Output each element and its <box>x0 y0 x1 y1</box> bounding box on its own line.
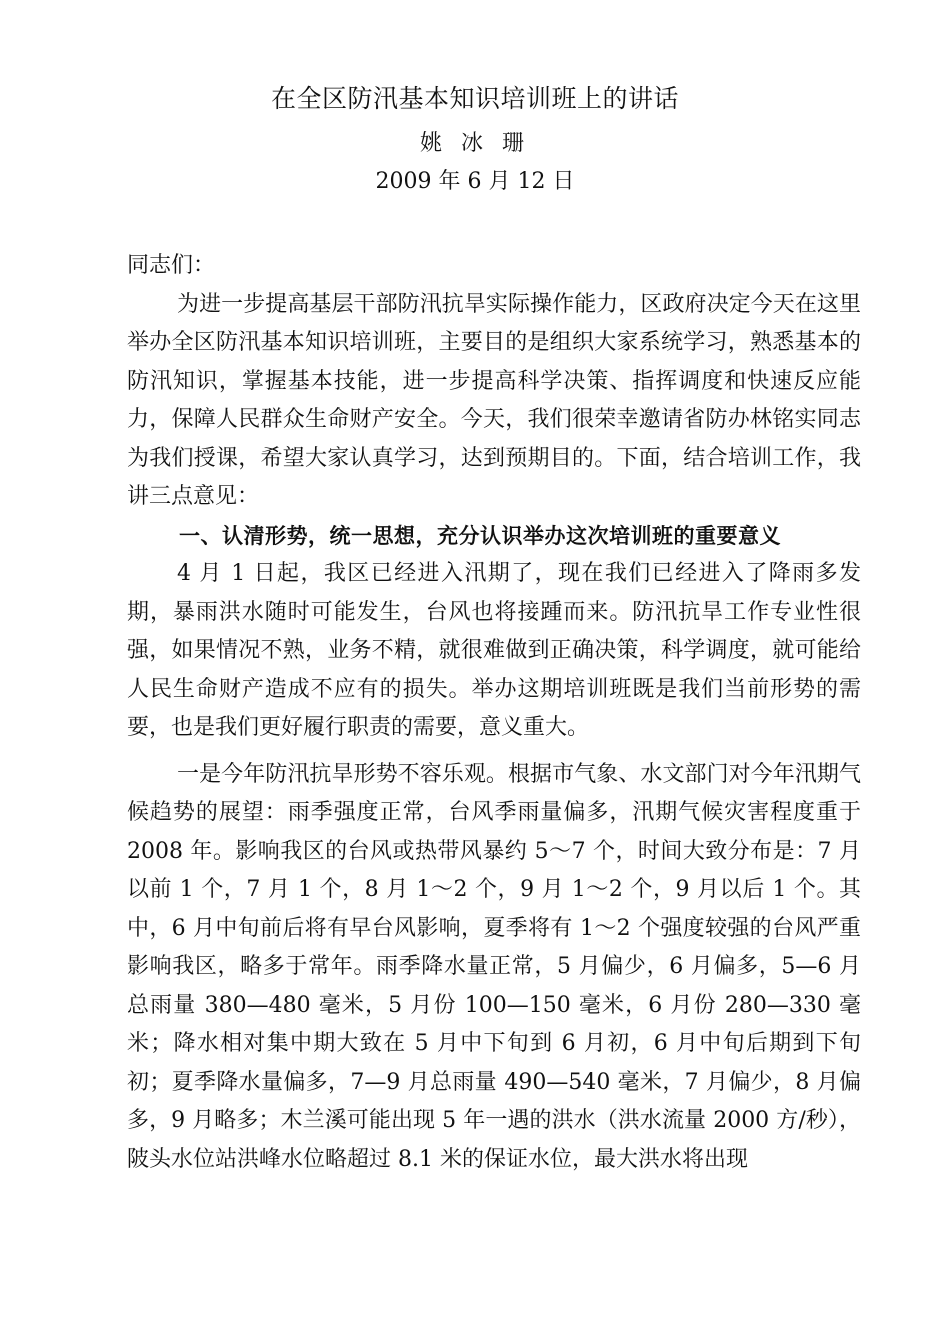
document-date: 2009 年 6 月 12 日 <box>375 169 575 194</box>
document-body <box>127 247 861 1179</box>
paragraph-situation: 4 月 1 日起，我区已经进入汛期了，现在我们已经进入了降雨多发期，暴雨洪水随时可能发生，台风也将接踵而来。防汛抗旱工作专业性很强，如果情况不熟，业务不精，就很难做到正确决策，科学调度，就可能给人民生命财产造成不应有的损失。举办这期培训班既是我们当前形势的需要，也是我们更好履行职责的需要，意义重大。 <box>127 561 861 740</box>
paragraph-forecast: 一是今年防汛抗旱形势不容乐观。根据市气象、水文部门对今年汛期气候趋势的展望：雨季强度正常，台风季雨量偏多，汛期气候灾害程度重于 2008 年。影响我区的台风或热带风暴约 5～7 个，时间大致分布是：7 月以前 1 个，7 月 1 个，8 月 1～2 个，9 月 1～2 个，9 月以后 1 个。其中，6 月中旬前后将有早台风影响，夏季将有 1～2 个强度较强的台风严重影响我区，略多于常年。雨季降水量正常，5 月偏少，6 月偏多，5—6 月总雨量 380—480 毫米，5 月份 100—150 毫米，6 月份 280—330 毫米；降水相对集中期大致在 5 月中下旬到 6 月初，6 月中旬后期到下旬初；夏季降水量偏多，7—9 月总雨量 490—540 毫米，7 月偏少，8 月偏多，9 月略多；木兰溪可能出现 5 年一遇的洪水（洪水流量 2000 方/秒），陂头水位站洪峰水位略超过 8.1 米的保证水位，最大洪水将出现 <box>127 761 861 1172</box>
section-heading-1: 一、认清形势，统一思想，充分认识举办这次培训班的重要意义 <box>179 523 781 548</box>
paragraph-intro: 为进一步提高基层干部防汛抗旱实际操作能力，区政府决定今天在这里举办全区防汛基本知识培训班，主要目的是组织大家系统学习，熟悉基本的防汛知识，掌握基本技能，进一步提高科学决策、指挥调度和快速反应能力，保障人民群众生命财产安全。今天，我们很荣幸邀请省防办林铭实同志为我们授课，希望大家认真学习，达到预期目的。下面，结合培训工作，我讲三点意见： <box>127 291 861 509</box>
salutation: 同志们： <box>127 253 216 278</box>
document-author: 姚 冰 珊 <box>420 131 530 156</box>
document-title: 在全区防汛基本知识培训班上的讲话 <box>270 84 679 113</box>
